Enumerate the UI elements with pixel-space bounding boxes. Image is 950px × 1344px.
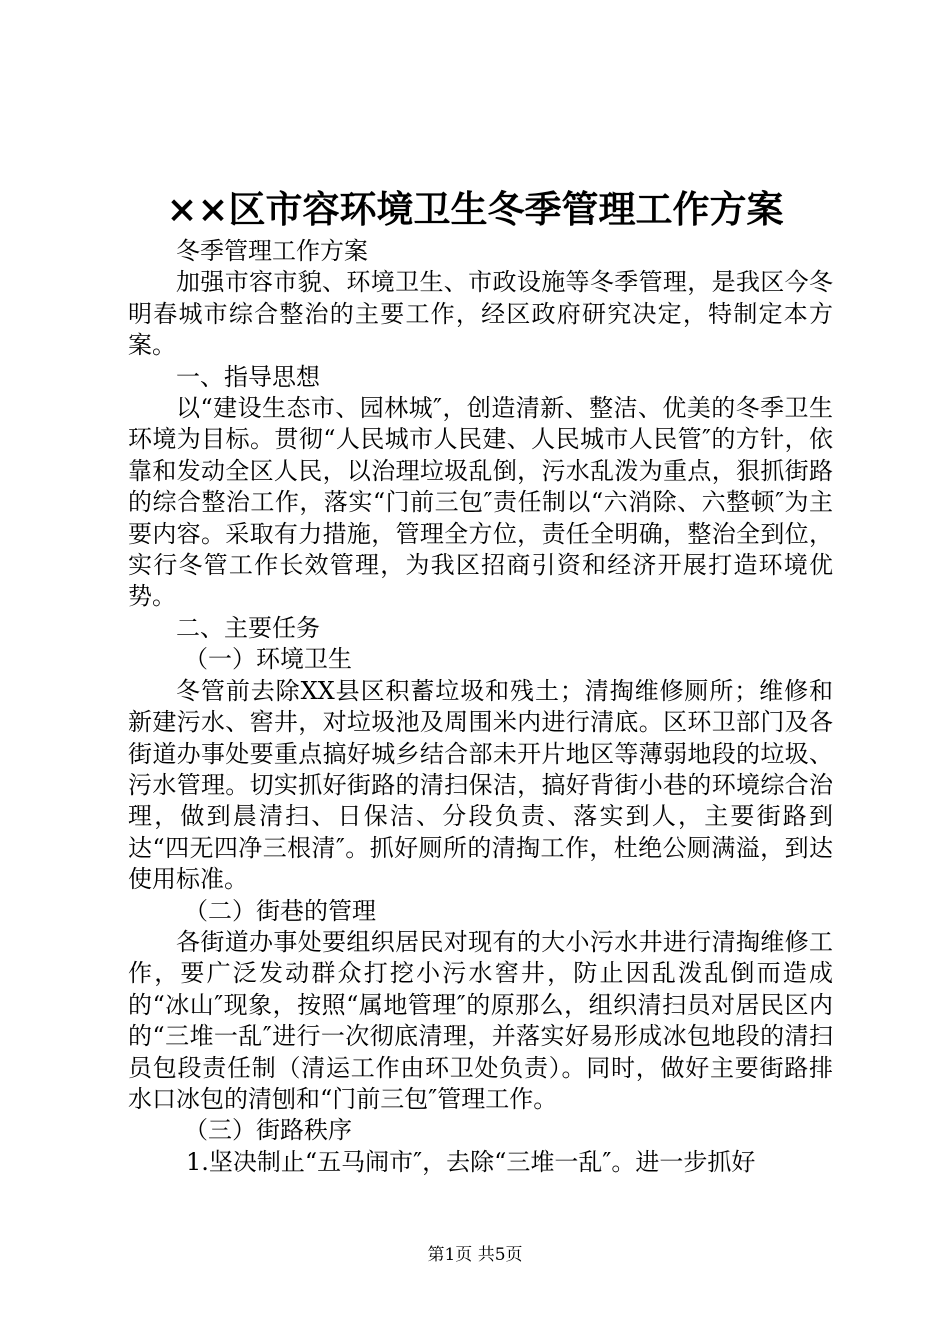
paragraph-guiding-thought: 以“建设生态市、园林城″，创造清新、整洁、优美的冬季卫生环境为目标。贯彻“人民城市人民建、人民城市人民管″的方针，依靠和发动全区人民，以治理垃圾乱倒，污水乱泼为重点，狠抓街路的综合整治工作，落实“门前三包″责任制以“六消除、六整顿″为主要内容。采取有力措施，管理全方位，责任全明确，整治全到位，实行冬管工作长效管理，为我区招商引资和经济开展打造环境优势。 (128, 394, 833, 611)
document-body (128, 236, 833, 1178)
subsection-heading-street-order: （三）街路秩序 (184, 1116, 352, 1145)
section-heading-guiding-thought: 一、指导思想 (176, 362, 320, 391)
paragraph-intro: 加强市容市貌、环境卫生、市政设施等冬季管理，是我区今冬明春城市综合整治的主要工作，经区政府研究决定，特制定本方案。 (128, 268, 833, 360)
document-title: ××区市容环境卫生冬季管理工作方案 (166, 187, 784, 231)
subsection-heading-street-lanes: （二）街巷的管理 (184, 896, 376, 925)
paragraph-street-order-item-1: 1.坚决制止“五马闹市″，去除“三堆一乱″。进一步抓好 (186, 1147, 756, 1176)
paragraph-environment: 冬管前去除XX县区积蓄垃圾和残土；清掏维修厕所；维修和新建污水、窖井，对垃圾池及周围米内进行清底。区环卫部门及各街道办事处要重点搞好城乡结合部未开片地区等薄弱地段的垃圾、污水管理。切实抓好街路的清扫保洁，搞好背街小巷的环境综合治理，做到晨清扫、日保洁、分段负责、落实到人，主要街路到达“四无四净三根清″。抓好厕所的清掏工作，杜绝公厕满溢，到达使用标准。 (128, 676, 833, 894)
page-footer: 第1页 共5页 (427, 1245, 523, 1265)
section-heading-main-tasks: 二、主要任务 (176, 613, 320, 642)
subsection-heading-environment: （一）环境卫生 (184, 645, 352, 674)
paragraph-street-lanes: 各街道办事处要组织居民对现有的大小污水井进行清掏维修工作，要广泛发动群众打挖小污水窖井，防止因乱泼乱倒而造成的“冰山″现象，按照“属地管理″的原那么，组织清扫员对居民区内的“三堆一乱″进行一次彻底清理，并落实好易形成冰包地段的清扫员包段责任制（清运工作由环卫处负责）。同时，做好主要街路排水口冰包的清刨和“门前三包″管理工作。 (128, 927, 833, 1113)
paragraph-subtitle: 冬季管理工作方案 (176, 237, 368, 265)
